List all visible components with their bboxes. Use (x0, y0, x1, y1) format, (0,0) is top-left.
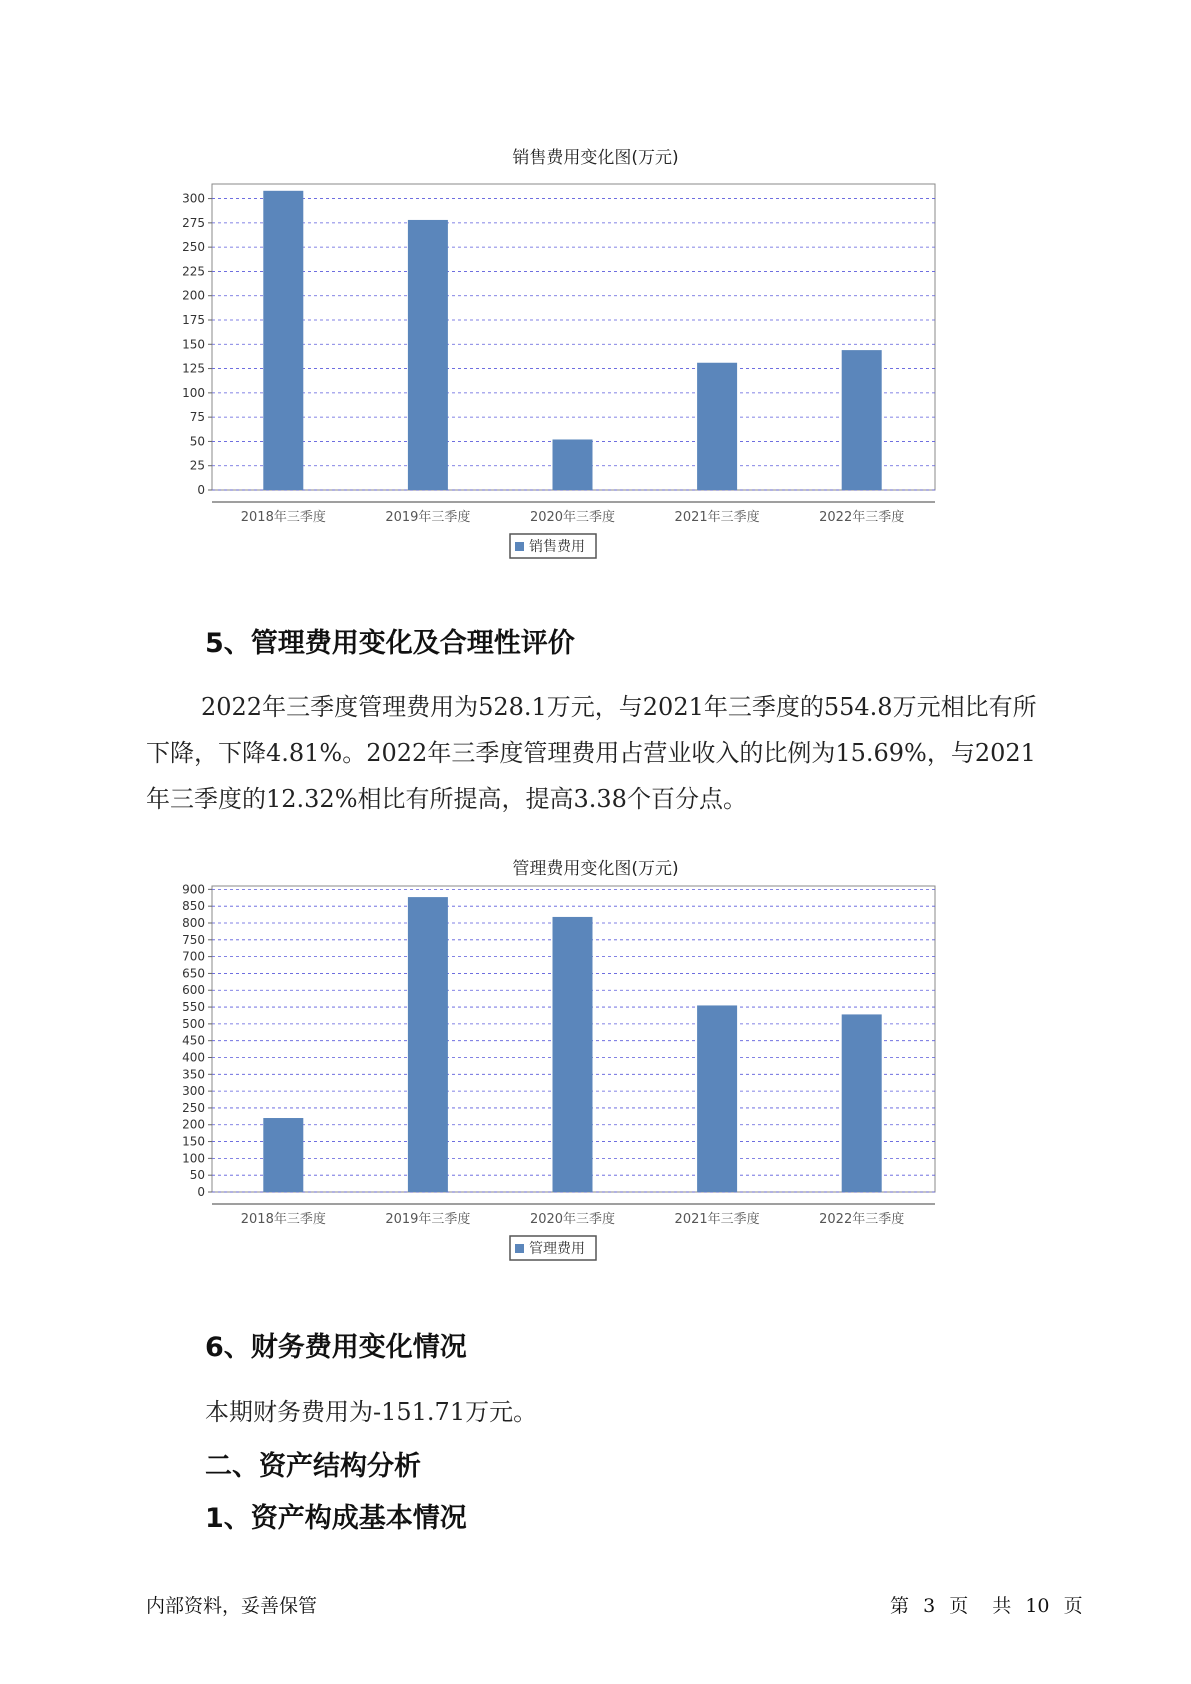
y-tick-label: 75 (189, 410, 205, 425)
total-label-suffix: 页 (1063, 1595, 1083, 1617)
y-tick-label: 100 (182, 385, 205, 400)
y-tick-label: 400 (182, 1050, 205, 1065)
x-tick-label: 2018年三季度 (240, 1212, 326, 1227)
total-label-prefix: 共 (992, 1595, 1012, 1617)
y-tick-label: 650 (182, 966, 205, 981)
bar (842, 1014, 882, 1192)
asset-composition-heading: 1、资产构成基本情况 (205, 1503, 467, 1534)
y-tick-label: 25 (189, 458, 205, 473)
x-tick-label: 2021年三季度 (674, 510, 760, 525)
finance-expense-paragraph: 本期财务费用为-151.71万元。 (205, 1398, 538, 1426)
bar (263, 1118, 303, 1192)
y-tick-label: 300 (182, 1084, 205, 1099)
bar (263, 191, 303, 490)
page-number: 3 (923, 1595, 936, 1617)
mgmt-expense-paragraph: 2022年三季度管理费用为528.1万元，与2021年三季度的554.8万元相比有所下降，下降4.81%。2022年三季度管理费用占营业收入的比例为15.69%，与2021年三季度的12.32%相比有所提高，提高3.38个百分点。 (146, 693, 1037, 813)
footer-page-indicator (890, 1591, 1083, 1618)
asset-structure-heading: 二、资产结构分析 (205, 1451, 421, 1482)
y-tick-label: 100 (182, 1151, 205, 1166)
x-tick-label: 2020年三季度 (529, 510, 616, 525)
sales-chart-title: 销售费用变化图(万元) (512, 148, 679, 168)
y-tick-label: 50 (189, 434, 205, 449)
x-tick-label: 2021年三季度 (674, 1212, 760, 1227)
y-tick-label: 150 (182, 1134, 205, 1149)
bar (553, 917, 593, 1192)
y-tick-label: 225 (182, 264, 205, 279)
x-tick-label: 2018年三季度 (240, 510, 326, 525)
mgmt-expense-chart (140, 880, 1020, 1288)
y-tick-label: 750 (182, 932, 205, 947)
finance-expense-heading: 6、财务费用变化情况 (205, 1332, 467, 1363)
x-tick-label: 2022年三季度 (819, 1212, 905, 1227)
y-tick-label: 800 (182, 915, 205, 930)
x-tick-label: 2019年三季度 (385, 1212, 471, 1227)
total-pages: 10 (1025, 1595, 1050, 1617)
y-tick-label: 175 (182, 313, 205, 327)
x-tick-label: 2019年三季度 (385, 510, 471, 525)
y-tick-label: 0 (197, 1185, 205, 1199)
x-tick-label: 2022年三季度 (819, 510, 905, 525)
bar (553, 439, 593, 490)
sales-expense-chart (140, 170, 1020, 570)
y-tick-label: 50 (189, 1168, 205, 1183)
legend-label: 管理费用 (529, 1241, 585, 1257)
y-tick-label: 250 (182, 240, 205, 255)
y-tick-label: 700 (182, 949, 205, 964)
bar (408, 897, 448, 1192)
y-tick-label: 300 (182, 191, 205, 206)
y-tick-label: 450 (182, 1033, 205, 1048)
bar (408, 220, 448, 490)
y-tick-label: 200 (182, 1117, 205, 1132)
y-tick-label: 275 (182, 215, 205, 230)
y-tick-label: 350 (182, 1067, 205, 1082)
mgmt-chart-title: 管理费用变化图(万元) (512, 859, 679, 879)
legend (510, 1236, 596, 1260)
y-tick-label: 250 (182, 1100, 205, 1115)
legend-swatch (515, 1244, 524, 1253)
page-label-prefix: 第 (890, 1595, 910, 1617)
bar (842, 350, 882, 490)
x-tick-label: 2020年三季度 (529, 1212, 616, 1227)
legend-label: 销售费用 (529, 539, 585, 555)
y-tick-label: 0 (197, 483, 205, 497)
y-tick-label: 900 (182, 882, 205, 897)
mgmt-expense-heading: 5、管理费用变化及合理性评价 (205, 628, 575, 659)
legend (510, 534, 596, 558)
legend-swatch (515, 542, 524, 551)
page-label-suffix: 页 (949, 1595, 969, 1617)
footer-confidential-note: 内部资料，妥善保管 (146, 1595, 318, 1617)
y-tick-label: 850 (182, 899, 205, 914)
y-tick-label: 200 (182, 288, 205, 303)
bar (697, 363, 737, 490)
y-tick-label: 500 (182, 1016, 205, 1031)
y-tick-label: 125 (182, 361, 205, 376)
y-tick-label: 550 (182, 1000, 205, 1015)
y-tick-label: 150 (182, 337, 205, 352)
bar (697, 1005, 737, 1192)
y-tick-label: 600 (182, 983, 205, 998)
